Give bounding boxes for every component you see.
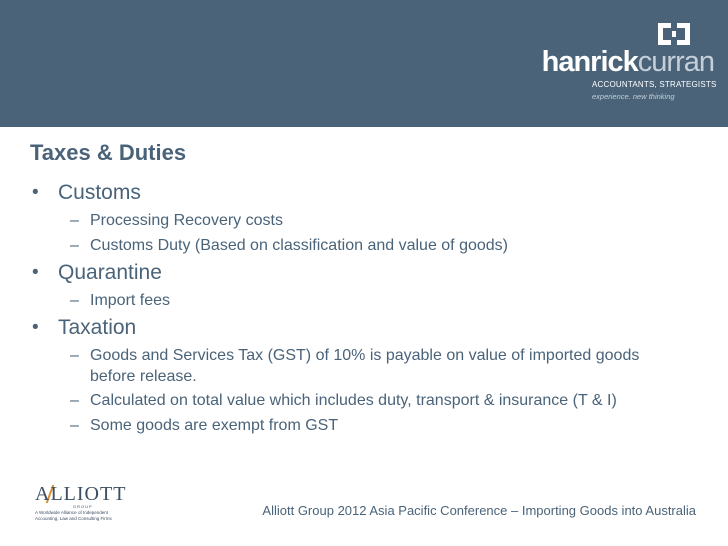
sub-bullet-text: Goods and Services Tax (GST) of 10% is payable on value of imported goods before release. xyxy=(90,347,640,385)
sub-bullet-text: Processing Recovery costs xyxy=(90,212,283,229)
sub-bullet xyxy=(30,415,710,436)
hanrick-curran-logo xyxy=(514,16,717,106)
bullet-icon: • xyxy=(32,262,39,283)
bullet-quarantine xyxy=(30,258,710,288)
alliott-logo-tagline: A Worldwide Alliance of Independent Accounting, Law and Consulting Firms xyxy=(35,510,112,521)
sub-bullet-text: Calculated on total value which includes duty, transport & insurance (T & I) xyxy=(90,392,617,409)
bullet-label: Quarantine xyxy=(58,261,162,284)
sub-bullet xyxy=(30,235,710,256)
sub-bullet xyxy=(30,390,710,411)
bullet-label: Customs xyxy=(58,181,141,204)
bullet-icon: • xyxy=(32,317,39,338)
dash-icon: – xyxy=(70,237,79,254)
dash-icon: – xyxy=(70,212,79,229)
dash-icon: – xyxy=(70,347,79,364)
sub-bullet xyxy=(30,290,710,311)
sub-bullet-text: Customs Duty (Based on classification and value of goods) xyxy=(90,237,508,254)
sub-bullet xyxy=(30,345,650,387)
sub-bullet-text: Import fees xyxy=(90,292,171,309)
logo-wordmark xyxy=(542,46,714,78)
slide-header xyxy=(0,0,728,127)
dash-icon: – xyxy=(70,392,79,409)
alliott-logo-name: ALLIOTT xyxy=(35,483,127,505)
logo-tagline: experience. new thinking xyxy=(592,92,675,101)
sub-bullet xyxy=(30,210,710,231)
bullet-customs xyxy=(30,178,710,208)
slide-content xyxy=(30,178,710,436)
footer-text: Alliott Group 2012 Asia Pacific Conference – Importing Goods into Australia xyxy=(262,503,696,518)
logo-mark-icon xyxy=(656,21,692,47)
bullet-icon: • xyxy=(32,182,39,203)
bullet-label: Taxation xyxy=(58,316,137,339)
sub-bullet-text: Some goods are exempt from GST xyxy=(90,417,339,434)
alliott-group-logo xyxy=(35,483,125,529)
logo-subtitle: ACCOUNTANTS, STRATEGISTS xyxy=(592,80,717,89)
dash-icon: – xyxy=(70,292,79,309)
logo-wordmark-light: curran xyxy=(637,46,714,78)
logo-wordmark-bold: hanrick xyxy=(541,46,638,78)
slide-title: Taxes & Duties xyxy=(30,140,187,165)
alliott-logo-group: GROUP xyxy=(73,504,93,509)
dash-icon: – xyxy=(70,417,79,434)
bullet-taxation xyxy=(30,313,710,343)
